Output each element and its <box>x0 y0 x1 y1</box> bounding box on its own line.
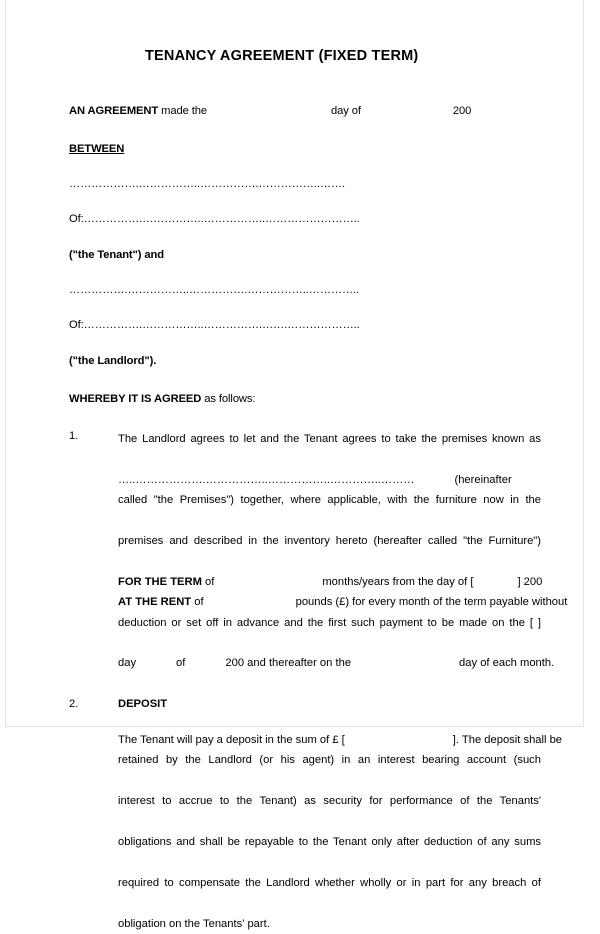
agreement-day-of-label: day of <box>331 105 361 117</box>
clause-1-term-bracket-close: ] 200 <box>517 575 543 588</box>
tenant-of-blank: …………….……………..……………..…………………….. <box>83 213 360 225</box>
landlord-of-label: Of: <box>69 319 84 331</box>
clause-1 <box>69 429 568 674</box>
clause-2-line-3: interest to accrue to the Tenant) as security for performance of the Tenants' <box>118 795 541 808</box>
page-title: TENANCY AGREEMENT (FIXED TERM) <box>145 48 419 64</box>
whereby-rest-text: as follows: <box>201 393 256 405</box>
clause-1-term-rest: months/years from the day of [ <box>322 575 474 588</box>
clause-1-premises-dots: …..……………….……………..……………..…………..……… <box>118 473 415 486</box>
agreement-bold-label: AN AGREEMENT <box>69 105 159 117</box>
clause-2-line-4: obligations and shall be repayable to the Tenant only after deduction of any sums <box>118 835 541 848</box>
landlord-party-label: ("the Landlord"). <box>69 355 157 367</box>
document-body <box>69 0 568 934</box>
clause-2-number: 2. <box>69 697 79 710</box>
landlord-of-blank: …………….……………..…………….…….……………….. <box>83 319 360 331</box>
clause-1-last-day: day <box>118 657 137 670</box>
whereby-agreed-line <box>69 392 541 406</box>
clause-1-line-4: premises and described in the inventory hereto (hereafter called "the Furniture") <box>118 535 541 548</box>
clause-2-line-6: obligation on the Tenants' part. <box>118 917 270 930</box>
clause-1-rent-row <box>118 592 568 612</box>
clause-1-body <box>118 429 568 674</box>
clause-1-last-row <box>118 653 555 673</box>
between-heading <box>69 142 541 156</box>
clause-1-premises-row <box>118 470 541 490</box>
clause-2 <box>69 697 563 934</box>
clause-1-number: 1. <box>69 430 79 442</box>
clause-1-last-year: 200 and thereafter on the <box>225 657 352 670</box>
clause-2-deposit-sum-label: The Tenant will pay a deposit in the sum of £ [ <box>118 733 345 746</box>
tenant-of-label: Of: <box>69 213 84 225</box>
clause-1-rent-rest: pounds (£) for every month of the term payable without <box>295 596 568 609</box>
clause-2-line-1 <box>118 730 563 750</box>
clause-1-term-of: of <box>201 575 215 588</box>
tenant-name-blank: ……………….……………..…………….……………..……. <box>69 178 346 190</box>
clause-1-rent-bold: AT THE RENT <box>118 596 192 609</box>
clause-1-line-1: The Landlord agrees to let and the Tenant agrees to take the premises known as <box>118 433 541 445</box>
clause-1-hereinafter: (hereinafter <box>454 473 512 486</box>
clause-2-paragraph <box>118 730 563 934</box>
agreement-intro-line <box>69 104 541 118</box>
clause-2-heading: DEPOSIT <box>118 697 168 710</box>
clause-1-line-3: called "the Premises") together, where applicable, with the furniture now in the <box>118 494 541 507</box>
clause-1-line-7: deduction or set off in advance and the first such payment to be made on the [ ] <box>118 616 541 629</box>
tenant-address-row <box>69 212 541 226</box>
clause-2-line-2: retained by the Landlord (or his agent) in an interest bearing account (such <box>118 754 541 767</box>
agreement-made-the: made the <box>158 105 207 117</box>
between-heading-text: BETWEEN <box>69 143 125 155</box>
clause-1-term-bold: FOR THE TERM <box>118 575 202 588</box>
document-page <box>5 0 584 930</box>
clause-1-rent-of: of <box>191 596 204 609</box>
clause-2-line-5: required to compensate the Landlord whether wholly or in part for any breach of <box>118 876 541 889</box>
clause-1-term-row <box>118 572 541 592</box>
landlord-name-blank: …………….……………..…………….……………..………….. <box>69 284 360 296</box>
whereby-bold-text: WHEREBY IT IS AGREED <box>69 393 202 405</box>
tenant-party-label: ("the Tenant") and <box>69 249 164 261</box>
agreement-year-label: 200 <box>452 105 472 117</box>
clause-2-deposit-tail: ]. The deposit shall be <box>452 733 563 746</box>
clause-1-last-of: of <box>176 657 186 670</box>
clause-1-last-tail: day of each month. <box>459 657 555 670</box>
landlord-address-row <box>69 318 541 332</box>
